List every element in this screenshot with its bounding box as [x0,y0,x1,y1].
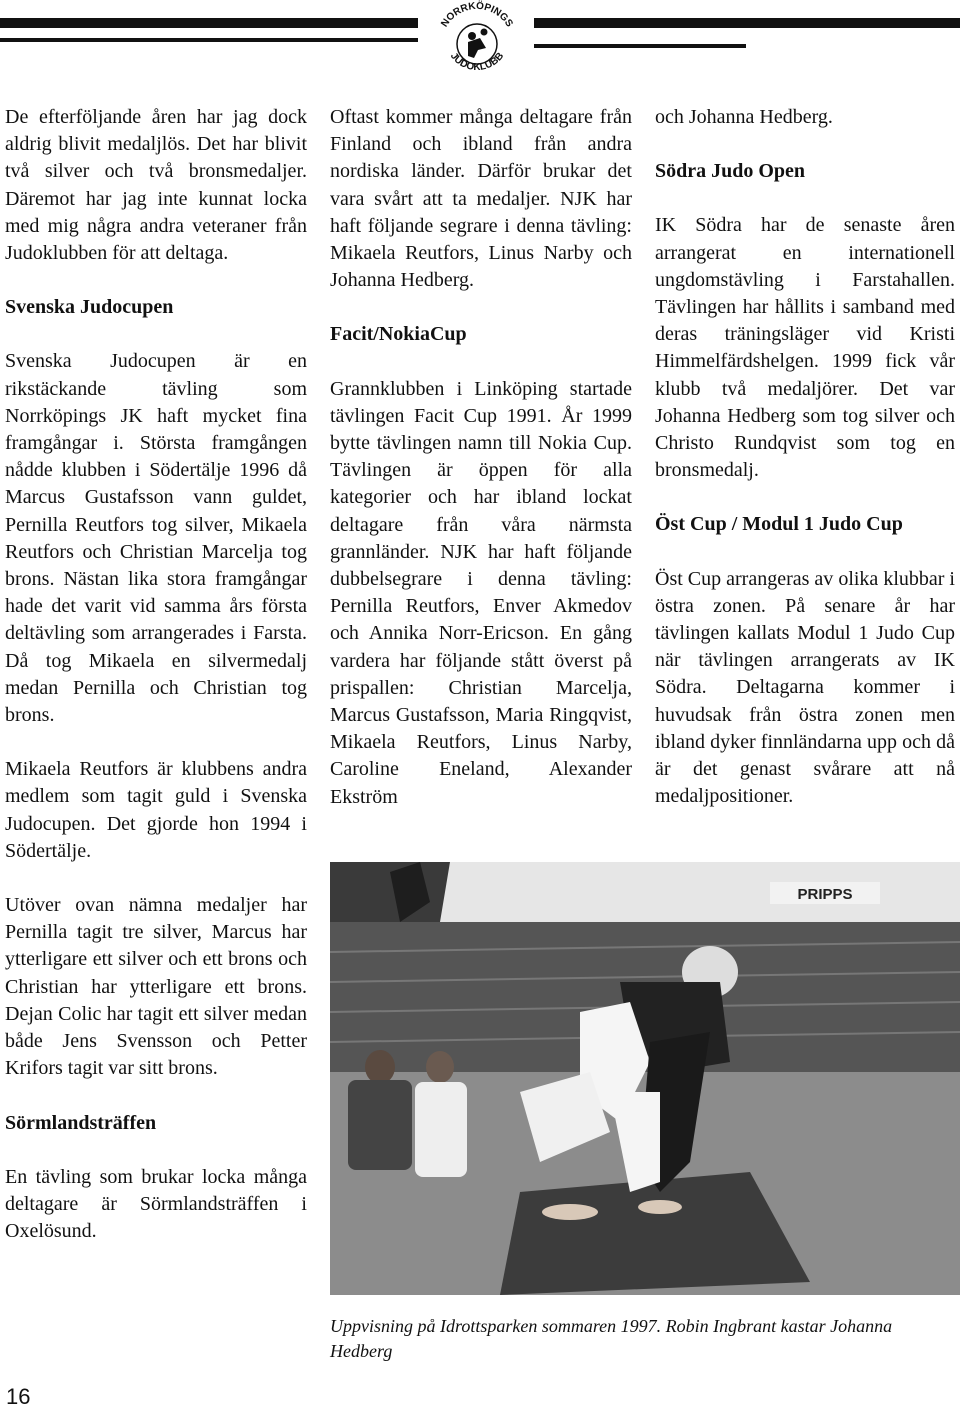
page-number: 16 [6,1384,31,1409]
column-3 [655,104,955,810]
svg-text:NORRKÖPINGS [439,0,515,29]
col1-paragraph-5: En tävling som brukar locka många deltagare är Sörmlandsträffen i Oxelösund. [5,1165,307,1243]
header-rule-right-thick [534,18,960,28]
col1-paragraph-2: Svenska Judocupen är en rikstäckande tävling som Norrköpings JK haft mycket fina framgångar i. Största framgången nådde klubben i Södertälje 1996 då Marcus Gustafsson vann guldet, Pernilla Reutfors tog silver, Mikaela Reutfors och Christian Marcelja tog brons. Nästan lika stora framgångar hade det varit vid samma års första deltävling som arrangerades i Farsta. Då tog Mikaela en silvermedalj medan Pernilla och Christian tog brons. [5,350,307,727]
heading-facit-nokiacup: Facit/NokiaCup [330,323,467,346]
heading-sormlandstraffen: Sörmlandsträffen [5,1111,157,1134]
heading-sodra-judo-open: Södra Judo Open [655,160,806,183]
column-2 [330,104,632,811]
col1-paragraph-3: Mikaela Reutfors är klubbens andra medlem som tagit guld i Svenska Judocupen. Det gjorde hon 1994 i Södertälje. [5,758,307,862]
header-rule-left-thick [0,18,418,28]
logo-text-bottom: JUDOKLUBB [447,50,507,74]
heading-svenska-judocupen: Svenska Judocupen [5,296,174,319]
column-1 [5,104,307,1245]
col3-paragraph-3: Öst Cup arrangeras av olika klubbar i östra zonen. På senare år har tävlingen kallats Modul 1 Judo Cup när tävlingen arrangerats av IK Södra. Deltagarna kommer i huvudsak från östra zonen men ibland dyker finnländarna upp och då är det genast svårare att nå medaljpositioner. [655,567,955,808]
col3-paragraph-2: IK Södra har de senaste åren arrangerat en internationell ungdomstävling i Farstahallen. Tävlingen har hållits i samband med deras träningsläger vid Kristi Himmelfärdshelgen. 1999 fick vår klubb två medaljörer. Det var Johanna Hedberg som tog silver och Christo Rundqvist som tog en bronsmedalj. [655,214,955,482]
heading-ost-cup: Öst Cup / Modul 1 Judo Cup [655,513,903,536]
col2-paragraph-1: Oftast kommer många deltagare från Finland och ibland från andra nordiska länder. Därför brukar det vara svårt att ta medaljer. NJK har haft följande segrare i denna tävling: Mikaela Reutfors, Linus Narby och Johanna Hedberg. [330,106,632,292]
col1-paragraph-4: Utöver ovan nämna medaljer har Pernilla tagit tre silver, Marcus har ytterligare ett silver och ett brons och Christian har ytterligare ett brons. Dejan Colic har tagit ett silver medan både Jens Svensson och Petter Krifors tagit var sitt brons. [5,894,307,1080]
svg-text:JUDOKLUBB [448,51,506,73]
header-rule-left-thin [0,38,418,42]
photo-sign-text: PRIPPS [797,886,853,903]
col1-paragraph-1: De efterföljande åren har jag dock aldrig blivit medaljlös. Det har blivit två silver och två bronsmedaljer. Däremot har jag inte kunnat locka med mig några andra veteraner från Judoklubben för att deltaga. [5,106,307,265]
col3-paragraph-1: och Johanna Hedberg. [655,106,833,128]
club-logo-icon [428,0,526,78]
header-rule-right-thin [534,44,746,48]
logo-text-top: NORRKÖPINGS [439,0,515,30]
photo-caption: Uppvisning på Idrottsparken sommaren 1997. Robin Ingbrant kastar Johanna Hedberg [330,1316,893,1361]
judo-photo [330,862,960,1295]
col2-paragraph-2: Grannklubben i Linköping startade tävlingen Facit Cup 1991. År 1999 bytte tävlingen namn till Nokia Cup. Tävlingen är öppen för alla kategorier och har ibland lockat deltagare från våra närmsta grannländer. NJK har haft följande dubbelsegrare i denna tävling: Pernilla Reutfors, Enver Akmedov och Annika Norr-Ericson. En gång vardera har följande stått överst på prispallen: Christian Marcelja, Marcus Gustafsson, Maria Ringqvist, Mikaela Reutfors, Linus Narby, Caroline Eneland, Alexander Ekström [330,377,632,808]
judo-photo-illustration [330,862,960,1295]
